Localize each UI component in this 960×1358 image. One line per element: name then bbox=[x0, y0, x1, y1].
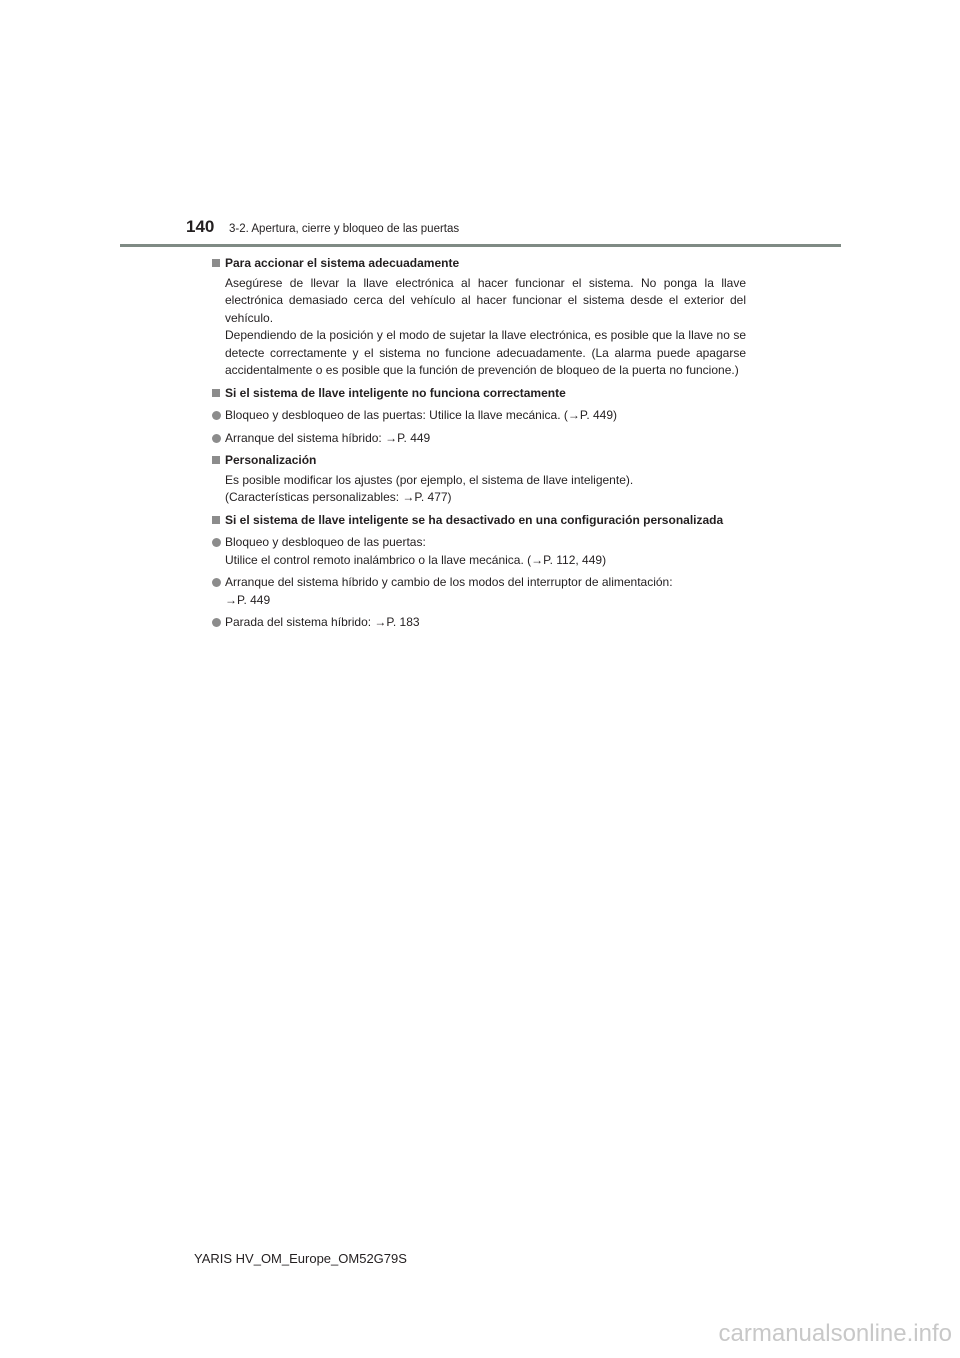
round-bullet-icon bbox=[212, 538, 221, 547]
paragraph: Asegúrese de llevar la llave electrónica al hacer funcionar el sistema. No ponga la llave electrónica demasiado cerca del vehículo al hacer funcionar el sistema desde el exterior del vehículo. bbox=[225, 275, 746, 325]
round-bullet-icon bbox=[212, 618, 221, 627]
section-body bbox=[212, 275, 746, 380]
square-bullet-icon bbox=[212, 516, 220, 524]
square-bullet-icon bbox=[212, 259, 220, 267]
section-body bbox=[212, 472, 746, 507]
section-operate-system bbox=[212, 255, 746, 380]
round-bullet-icon bbox=[212, 578, 221, 587]
square-bullet-icon bbox=[212, 456, 220, 464]
section-customization bbox=[212, 452, 746, 507]
header-divider bbox=[120, 244, 841, 247]
section-title: Personalización bbox=[212, 452, 746, 470]
list-item: Bloqueo y desbloqueo de las puertas: Utilice el control remoto inalámbrico o la llave mecánica. (→P. 112, 449) bbox=[212, 534, 746, 569]
round-bullet-icon bbox=[212, 434, 221, 443]
chapter-title: 3-2. Apertura, cierre y bloqueo de las puertas bbox=[229, 223, 460, 235]
list-item: Arranque del sistema híbrido y cambio de los modos del interruptor de alimentación: →P. 449 bbox=[212, 574, 746, 609]
paragraph: Dependiendo de la posición y el modo de sujetar la llave electrónica, es posible que la llave no se detecte correctamente y el sistema no funcione adecuadamente. (La alarma puede apagarse accidentalmente o es posible que la función de prevención de bloqueo de la puerta no funcione.) bbox=[225, 328, 746, 377]
section-title: Para accionar el sistema adecuadamente bbox=[212, 255, 746, 273]
paragraph: Es posible modificar los ajustes (por ejemplo, el sistema de llave inteligente). bbox=[225, 472, 634, 487]
page-header bbox=[0, 0, 960, 250]
section-deactivated bbox=[212, 512, 746, 632]
square-bullet-icon bbox=[212, 389, 220, 397]
watermark: carmanualsonline.info bbox=[718, 1320, 952, 1347]
page-content bbox=[212, 255, 746, 637]
footer-document-id: YARIS HV_OM_Europe_OM52G79S bbox=[194, 1251, 407, 1266]
paragraph: (Características personalizables: →P. 477) bbox=[225, 490, 452, 504]
section-title: Si el sistema de llave inteligente se ha desactivado en una configuración personalizada bbox=[212, 512, 746, 530]
section-malfunction bbox=[212, 385, 746, 448]
round-bullet-icon bbox=[212, 411, 221, 420]
list-item: Arranque del sistema híbrido: →P. 449 bbox=[212, 430, 746, 448]
section-title: Si el sistema de llave inteligente no funciona correctamente bbox=[212, 385, 746, 403]
list-item: Bloqueo y desbloqueo de las puertas: Utilice la llave mecánica. (→P. 449) bbox=[212, 407, 746, 425]
list-item: Parada del sistema híbrido: →P. 183 bbox=[212, 614, 746, 632]
page-number: 140 bbox=[186, 217, 215, 236]
